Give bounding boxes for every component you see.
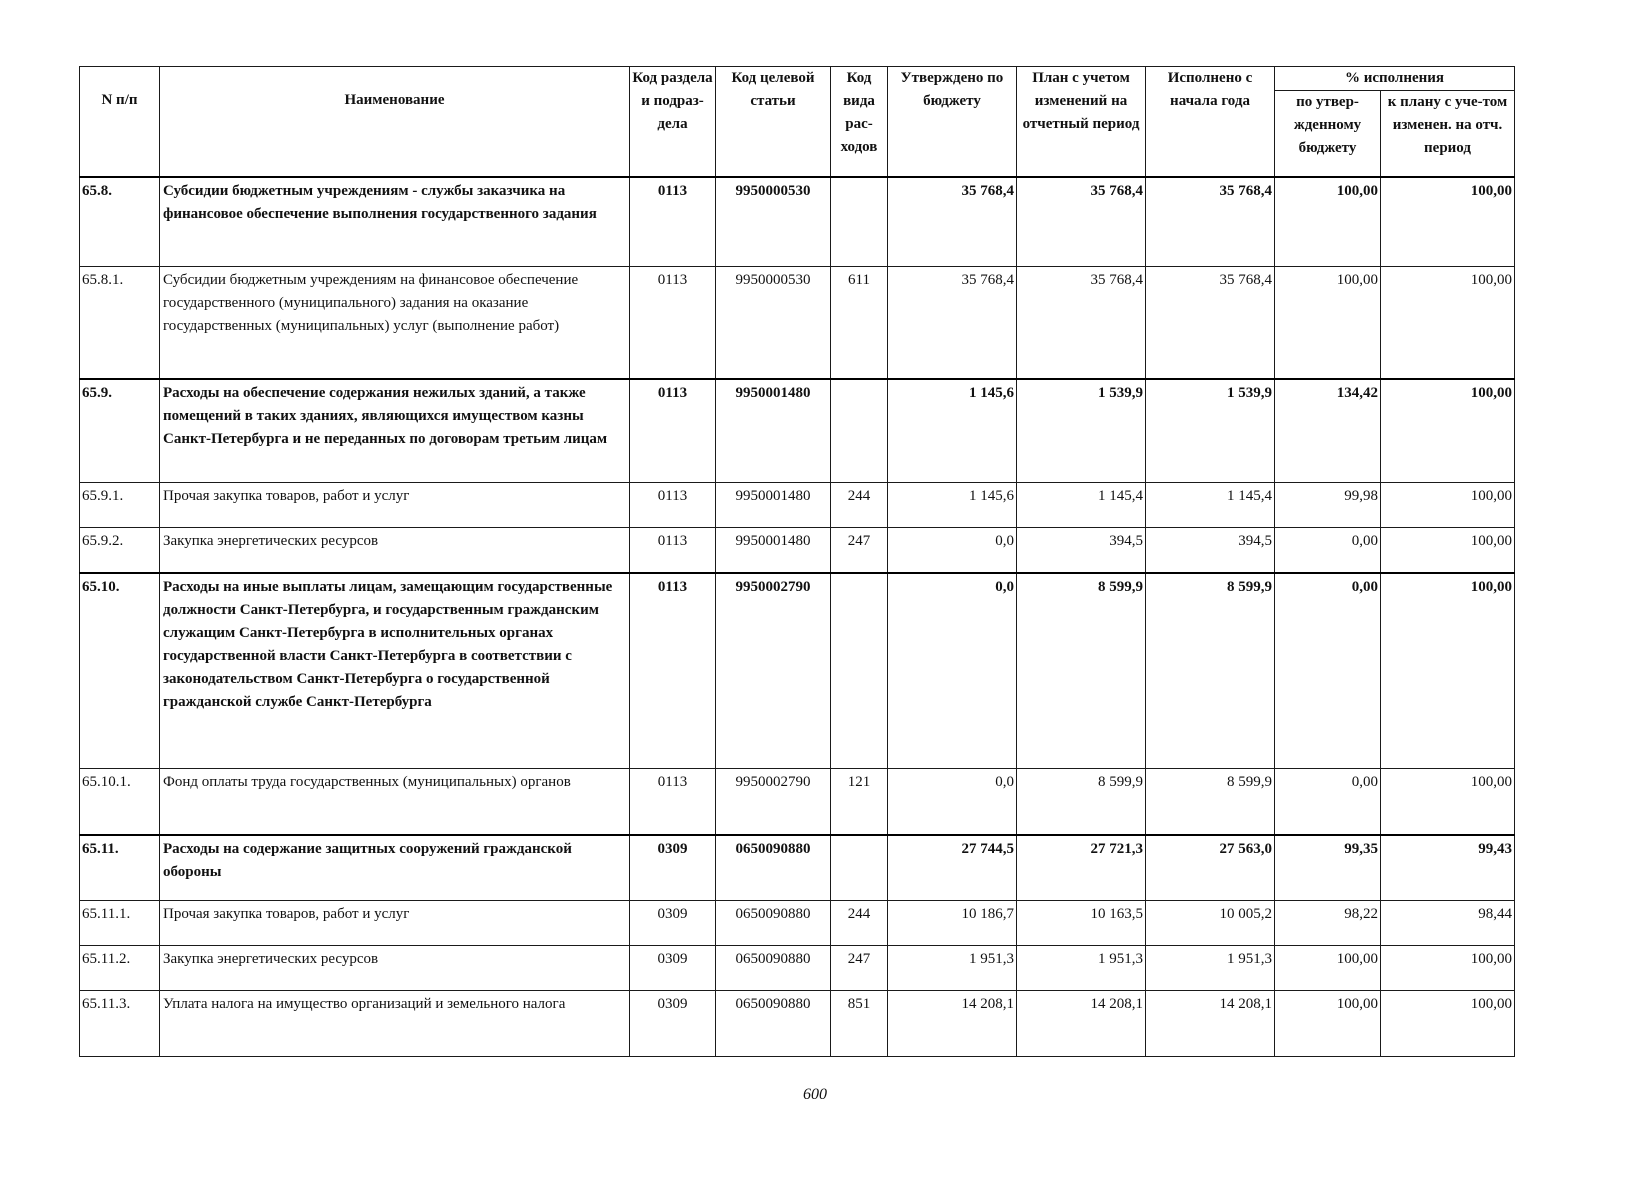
row-plan: 1 145,4	[1017, 483, 1146, 528]
row-isp: 8 599,9	[1146, 769, 1275, 835]
row-utv: 14 208,1	[888, 991, 1017, 1057]
row-pct-utv: 100,00	[1275, 946, 1381, 991]
header-name: Наименование	[160, 67, 630, 177]
row-vid: 244	[831, 901, 888, 946]
row-pct-plan: 100,00	[1381, 946, 1515, 991]
row-name: Расходы на обеспечение содержания нежилых зданий, а также помещений в таких зданиях, являющихся имуществом казны Санкт-Петербурга и не переданных по договорам третьим лицам	[160, 379, 630, 483]
row-pct-utv: 100,00	[1275, 177, 1381, 267]
row-utv: 10 186,7	[888, 901, 1017, 946]
row-num: 65.11.2.	[80, 946, 160, 991]
row-celevaya: 0650090880	[716, 901, 831, 946]
row-isp: 1 539,9	[1146, 379, 1275, 483]
row-utv: 0,0	[888, 573, 1017, 769]
row-celevaya: 0650090880	[716, 991, 831, 1057]
row-celevaya: 9950000530	[716, 177, 831, 267]
row-pct-plan: 100,00	[1381, 528, 1515, 573]
row-razdel: 0113	[630, 177, 716, 267]
row-razdel: 0113	[630, 769, 716, 835]
row-pct-utv: 100,00	[1275, 267, 1381, 379]
row-razdel: 0309	[630, 901, 716, 946]
row-num: 65.10.1.	[80, 769, 160, 835]
header-razdel: Код раздела и подраз-дела	[630, 67, 716, 177]
row-utv: 1 145,6	[888, 379, 1017, 483]
table-row	[80, 769, 1515, 835]
row-isp: 1 145,4	[1146, 483, 1275, 528]
row-razdel: 0113	[630, 483, 716, 528]
row-isp: 1 951,3	[1146, 946, 1275, 991]
row-vid: 851	[831, 991, 888, 1057]
row-razdel: 0113	[630, 528, 716, 573]
row-celevaya: 9950001480	[716, 379, 831, 483]
row-name: Прочая закупка товаров, работ и услуг	[160, 483, 630, 528]
row-utv: 0,0	[888, 769, 1017, 835]
row-plan: 8 599,9	[1017, 573, 1146, 769]
row-pct-plan: 98,44	[1381, 901, 1515, 946]
row-vid	[831, 177, 888, 267]
header-pct-utv: по утвер-жденному бюджету	[1275, 91, 1381, 177]
row-pct-plan: 100,00	[1381, 483, 1515, 528]
row-vid: 247	[831, 528, 888, 573]
row-name: Закупка энергетических ресурсов	[160, 528, 630, 573]
row-celevaya: 9950000530	[716, 267, 831, 379]
header-isp: Исполнено с начала года	[1146, 67, 1275, 177]
table-row	[80, 991, 1515, 1057]
table-row	[80, 528, 1515, 573]
row-plan: 1 951,3	[1017, 946, 1146, 991]
row-vid	[831, 835, 888, 901]
row-pct-utv: 99,35	[1275, 835, 1381, 901]
row-name: Расходы на содержание защитных сооружений гражданской обороны	[160, 835, 630, 901]
row-name: Фонд оплаты труда государственных (муниципальных) органов	[160, 769, 630, 835]
header-vid: Код вида рас-ходов	[831, 67, 888, 177]
row-utv: 35 768,4	[888, 177, 1017, 267]
row-vid: 244	[831, 483, 888, 528]
row-utv: 1 951,3	[888, 946, 1017, 991]
row-pct-utv: 0,00	[1275, 573, 1381, 769]
row-num: 65.11.3.	[80, 991, 160, 1057]
row-utv: 35 768,4	[888, 267, 1017, 379]
table-row	[80, 177, 1515, 267]
row-pct-utv: 0,00	[1275, 769, 1381, 835]
row-razdel: 0113	[630, 267, 716, 379]
table-row	[80, 483, 1515, 528]
row-vid: 611	[831, 267, 888, 379]
row-isp: 10 005,2	[1146, 901, 1275, 946]
row-num: 65.9.2.	[80, 528, 160, 573]
budget-table	[79, 66, 1515, 1057]
row-isp: 394,5	[1146, 528, 1275, 573]
row-vid: 247	[831, 946, 888, 991]
header-pct: % исполнения	[1275, 67, 1515, 91]
row-num: 65.8.1.	[80, 267, 160, 379]
row-plan: 14 208,1	[1017, 991, 1146, 1057]
row-pct-utv: 134,42	[1275, 379, 1381, 483]
row-pct-utv: 0,00	[1275, 528, 1381, 573]
row-celevaya: 9950002790	[716, 769, 831, 835]
row-pct-utv: 99,98	[1275, 483, 1381, 528]
row-name: Закупка энергетических ресурсов	[160, 946, 630, 991]
table-row	[80, 946, 1515, 991]
row-plan: 35 768,4	[1017, 267, 1146, 379]
row-pct-plan: 100,00	[1381, 991, 1515, 1057]
row-vid: 121	[831, 769, 888, 835]
row-num: 65.11.	[80, 835, 160, 901]
row-pct-plan: 100,00	[1381, 267, 1515, 379]
header-plan: План с учетом изменений на отчетный период	[1017, 67, 1146, 177]
header-celevaya: Код целевой статьи	[716, 67, 831, 177]
header-utv: Утверждено по бюджету	[888, 67, 1017, 177]
row-num: 65.10.	[80, 573, 160, 769]
row-utv: 0,0	[888, 528, 1017, 573]
row-pct-plan: 100,00	[1381, 379, 1515, 483]
row-razdel: 0113	[630, 573, 716, 769]
row-num: 65.9.1.	[80, 483, 160, 528]
row-razdel: 0309	[630, 946, 716, 991]
row-celevaya: 0650090880	[716, 946, 831, 991]
row-isp: 35 768,4	[1146, 177, 1275, 267]
row-celevaya: 9950002790	[716, 573, 831, 769]
row-plan: 35 768,4	[1017, 177, 1146, 267]
row-razdel: 0309	[630, 835, 716, 901]
row-name: Уплата налога на имущество организаций и земельного налога	[160, 991, 630, 1057]
row-isp: 14 208,1	[1146, 991, 1275, 1057]
row-razdel: 0113	[630, 379, 716, 483]
row-name: Субсидии бюджетным учреждениям на финансовое обеспечение государственного (муниципального) задания на оказание государственных (муниципальных) услуг (выполнение работ)	[160, 267, 630, 379]
row-plan: 27 721,3	[1017, 835, 1146, 901]
row-isp: 27 563,0	[1146, 835, 1275, 901]
row-name: Расходы на иные выплаты лицам, замещающим государственные должности Санкт-Петербурга, и государственным гражданским служащим Санкт-Петербурга в исполнительных органах государственной власти Санкт-Петербурга в соответствии с законодательством Санкт-Петербурга о государственной гражданской службе Санкт-Петербурга	[160, 573, 630, 769]
row-utv: 1 145,6	[888, 483, 1017, 528]
row-pct-utv: 98,22	[1275, 901, 1381, 946]
row-num: 65.11.1.	[80, 901, 160, 946]
row-name: Прочая закупка товаров, работ и услуг	[160, 901, 630, 946]
row-celevaya: 9950001480	[716, 528, 831, 573]
row-razdel: 0309	[630, 991, 716, 1057]
row-pct-plan: 99,43	[1381, 835, 1515, 901]
table-row	[80, 901, 1515, 946]
table-row	[80, 835, 1515, 901]
row-pct-utv: 100,00	[1275, 991, 1381, 1057]
header-pct-plan: к плану с уче-том изменен. на отч. период	[1381, 91, 1515, 177]
table-row	[80, 379, 1515, 483]
table-row	[80, 267, 1515, 379]
header-num: N п/п	[80, 67, 160, 177]
row-utv: 27 744,5	[888, 835, 1017, 901]
row-plan: 394,5	[1017, 528, 1146, 573]
row-pct-plan: 100,00	[1381, 769, 1515, 835]
row-plan: 1 539,9	[1017, 379, 1146, 483]
row-isp: 35 768,4	[1146, 267, 1275, 379]
row-num: 65.9.	[80, 379, 160, 483]
row-plan: 8 599,9	[1017, 769, 1146, 835]
row-vid	[831, 379, 888, 483]
row-name: Субсидии бюджетным учреждениям - службы заказчика на финансовое обеспечение выполнения государственного задания	[160, 177, 630, 267]
row-pct-plan: 100,00	[1381, 573, 1515, 769]
row-num: 65.8.	[80, 177, 160, 267]
row-celevaya: 9950001480	[716, 483, 831, 528]
table-row	[80, 573, 1515, 769]
row-isp: 8 599,9	[1146, 573, 1275, 769]
row-pct-plan: 100,00	[1381, 177, 1515, 267]
row-celevaya: 0650090880	[716, 835, 831, 901]
row-vid	[831, 573, 888, 769]
row-plan: 10 163,5	[1017, 901, 1146, 946]
page-number: 600	[803, 1086, 827, 1103]
